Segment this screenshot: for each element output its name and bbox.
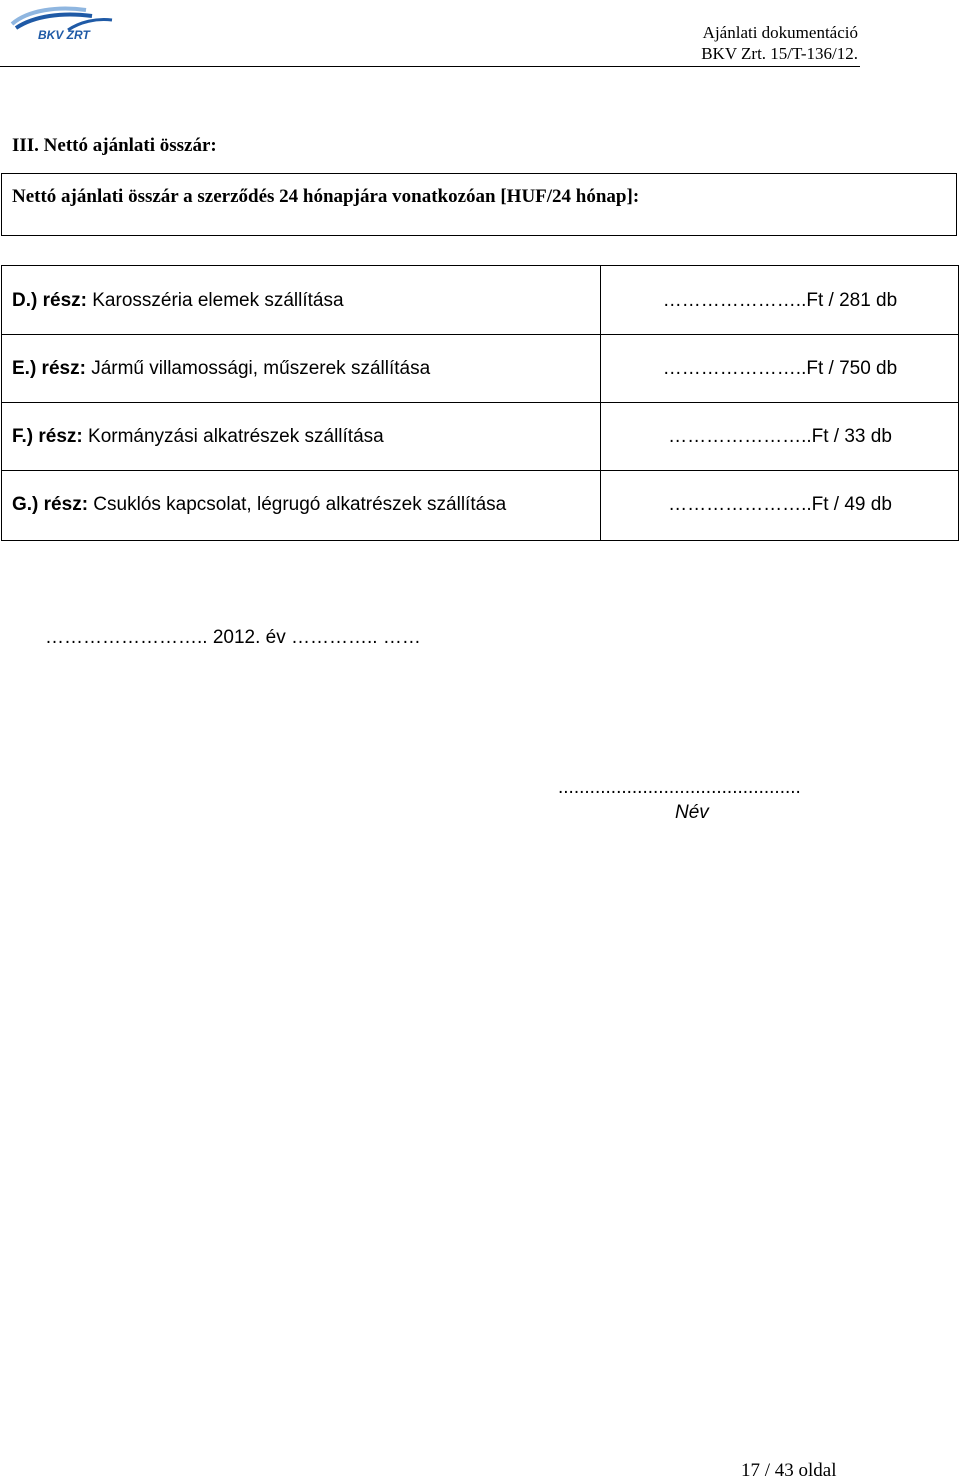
- total-price-label: Nettó ajánlati összár a szerződés 24 hónapjára vonatkozóan [HUF/24 hónap]:: [12, 186, 640, 207]
- part-label: [12, 426, 384, 448]
- part-name: Kormányzási alkatrészek szállítása: [82, 426, 384, 447]
- date-line[interactable]: …………………….. 2012. év ………….. ……: [45, 627, 421, 648]
- logo-text: BKV ZRT: [38, 28, 90, 42]
- part-prefix: F.) rész:: [12, 426, 83, 447]
- part-price-field[interactable]: …………………..Ft / 281 db: [662, 290, 898, 311]
- part-label: [12, 290, 344, 312]
- part-prefix: G.) rész:: [12, 494, 89, 515]
- parts-table: [1, 265, 959, 541]
- part-label: [12, 494, 506, 516]
- section-title: III. Nettó ajánlati összár:: [12, 135, 217, 156]
- bkv-logo: [8, 4, 116, 48]
- table-row: [2, 266, 958, 335]
- part-name: Csuklós kapcsolat, légrugó alkatrészek szállítása: [88, 494, 507, 515]
- part-price-field[interactable]: …………………..Ft / 33 db: [668, 426, 892, 447]
- table-row: [2, 470, 958, 539]
- part-name: Karosszéria elemek szállítása: [86, 290, 344, 311]
- part-price-field[interactable]: …………………..Ft / 49 db: [668, 494, 892, 515]
- part-price-field[interactable]: …………………..Ft / 750 db: [662, 358, 898, 379]
- signature-line[interactable]: ..............................................: [558, 777, 801, 798]
- table-row: [2, 334, 958, 403]
- signature-name-label: Név: [675, 802, 709, 823]
- doc-title: Ajánlati dokumentáció: [702, 23, 858, 42]
- page-number: 17 / 43 oldal: [741, 1460, 837, 1481]
- header-rule: [0, 66, 860, 67]
- table-row: [2, 402, 958, 471]
- part-prefix: E.) rész:: [12, 358, 86, 379]
- doc-reference: BKV Zrt. 15/T-136/12.: [701, 44, 858, 63]
- header-doc-info: [701, 22, 858, 64]
- part-label: [12, 358, 430, 380]
- part-name: Jármű villamossági, műszerek szállítása: [85, 358, 431, 379]
- part-prefix: D.) rész:: [12, 290, 87, 311]
- total-price-box: [1, 173, 957, 236]
